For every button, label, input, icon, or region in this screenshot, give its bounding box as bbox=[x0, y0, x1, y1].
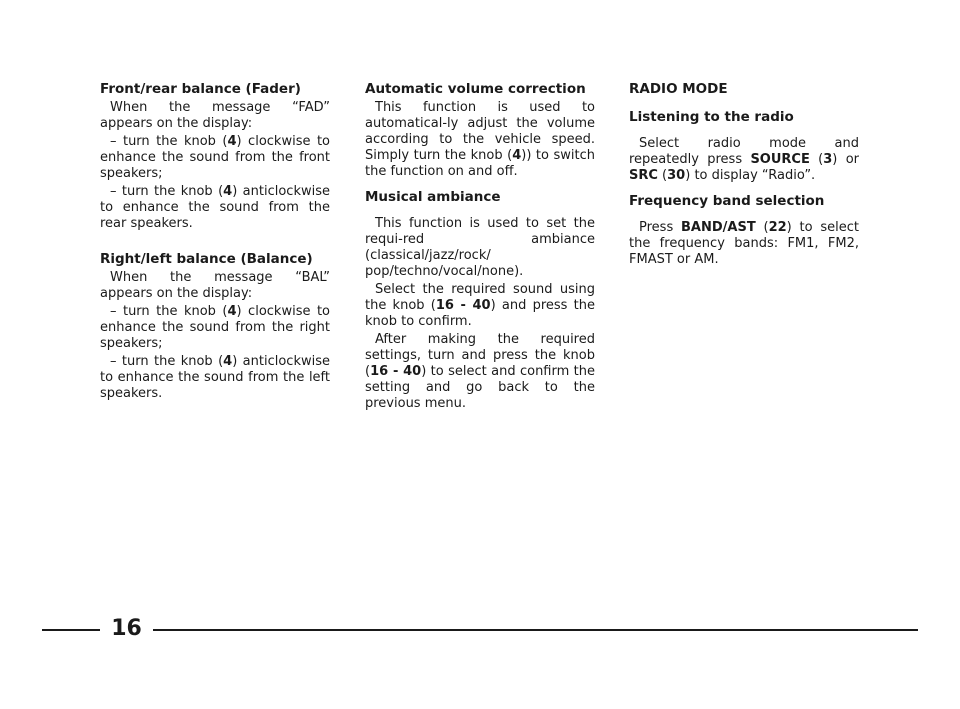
fader-intro: When the message “FAD” appears on the display: bbox=[100, 100, 330, 131]
ambiance-select: Select the required sound using the knob (16 - 40) and press the knob to confirm. bbox=[365, 282, 595, 329]
avc-text: This function is used to automatical-ly adjust the volume according to the vehicle speed. Simply turn the knob (4)) to switch the function on and off. bbox=[365, 100, 595, 179]
heading-fader: Front/rear balance (Fader) bbox=[100, 81, 301, 97]
heading-ambiance: Musical ambiance bbox=[365, 189, 501, 205]
balance-right: – turn the knob (4) clockwise to enhance the sound from the right speakers; bbox=[100, 304, 330, 351]
fader-front: – turn the knob (4) clockwise to enhance the sound from the front speakers; bbox=[100, 134, 330, 181]
column-radio-mode bbox=[629, 80, 859, 268]
heading-listening: Listening to the radio bbox=[629, 109, 794, 125]
ambiance-intro: This function is used to set the requi-red ambiance (classical/jazz/rock/ pop/techno/vocal/none). bbox=[365, 216, 595, 279]
ambiance-confirm: After making the required settings, turn and press the knob (16 - 40) to select and confirm the setting and go back to the previous menu. bbox=[365, 332, 595, 411]
section-title-radio-mode: RADIO MODE bbox=[629, 81, 728, 97]
heading-avc: Automatic volume correction bbox=[365, 81, 586, 97]
fader-rear: – turn the knob (4) anticlockwise to enhance the sound from the rear speakers. bbox=[100, 184, 330, 231]
heading-balance: Right/left balance (Balance) bbox=[100, 251, 313, 267]
column-volume-ambiance bbox=[365, 80, 595, 412]
balance-intro: When the message “BAL” appears on the display: bbox=[100, 270, 330, 301]
heading-band: Frequency band selection bbox=[629, 193, 825, 209]
footer-rule-left bbox=[42, 629, 100, 631]
footer-rule-right bbox=[153, 629, 918, 631]
page-number: 16 bbox=[111, 616, 142, 641]
band-text: Press BAND/AST (22) to select the frequency bands: FM1, FM2, FMAST or AM. bbox=[629, 220, 859, 267]
column-fader-balance bbox=[100, 80, 330, 402]
balance-left: – turn the knob (4) anticlockwise to enhance the sound from the left speakers. bbox=[100, 354, 330, 401]
listening-text: Select radio mode and repeatedly press SOURCE (3) or SRC (30) to display “Radio”. bbox=[629, 136, 859, 183]
